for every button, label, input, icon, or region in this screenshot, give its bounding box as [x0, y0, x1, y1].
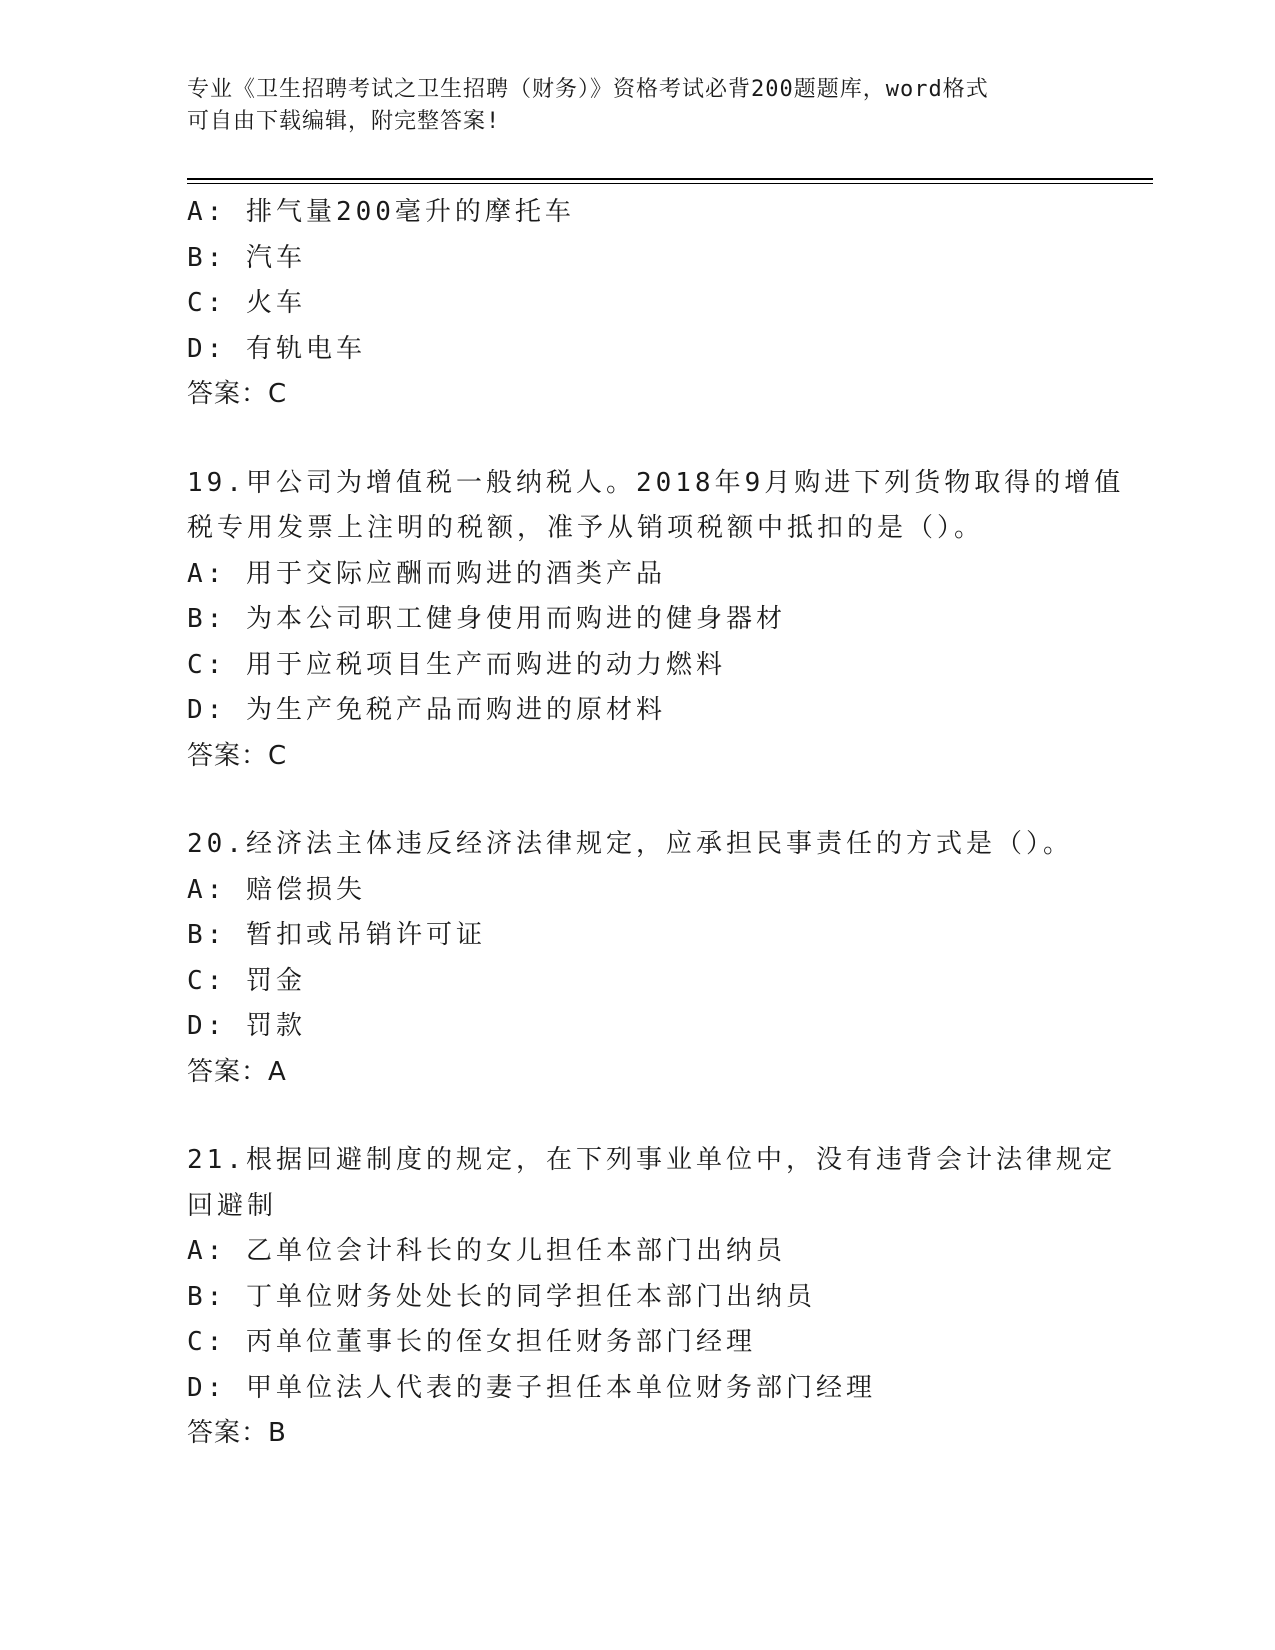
question-20	[187, 822, 1087, 1095]
option-a: A: 赔偿损失	[187, 874, 366, 905]
option-d: D: 罚款	[187, 1011, 306, 1041]
header-divider-thick	[187, 178, 1153, 180]
header-divider-thin	[187, 183, 1153, 184]
answer-line: 答案：B	[187, 1418, 287, 1448]
answer-line: 答案：A	[187, 1056, 287, 1087]
option-b: B: 为本公司职工健身使用而购进的健身器材	[187, 604, 786, 634]
option-a: A: 乙单位会计科长的女儿担任本部门出纳员	[187, 1236, 786, 1266]
option-c: C: 用于应税项目生产而购进的动力燃料	[187, 649, 726, 680]
spacer	[187, 779, 1087, 822]
option-a: A: 排气量200毫升的摩托车	[187, 197, 575, 227]
question-stem-line-1: 19.甲公司为增值税一般纳税人。2018年9月购进下列货物取得的增值	[187, 467, 1125, 498]
question-19	[187, 461, 1125, 780]
question-21	[187, 1138, 1116, 1457]
question-18-continued	[187, 190, 1087, 418]
option-d: D: 甲单位法人代表的妻子担任本单位财务部门经理	[187, 1372, 876, 1403]
option-b: B: 丁单位财务处处长的同学担任本部门出纳员	[187, 1281, 816, 1312]
option-c: C: 丙单位董事长的侄女担任财务部门经理	[187, 1327, 756, 1357]
document-header	[187, 74, 1067, 138]
option-a: A: 用于交际应酬而购进的酒类产品	[187, 558, 666, 589]
answer-line: 答案：C	[187, 379, 288, 409]
option-d: D: 有轨电车	[187, 333, 366, 364]
spacer	[187, 418, 1087, 461]
option-d: D: 为生产免税产品而购进的原材料	[187, 695, 666, 725]
spacer	[187, 1095, 1087, 1138]
option-b: B: 暂扣或吊销许可证	[187, 920, 486, 950]
option-c: C: 罚金	[187, 965, 306, 996]
question-list	[187, 190, 1125, 1457]
option-b: B: 汽车	[187, 242, 306, 273]
question-stem-line-1: 21.根据回避制度的规定，在下列事业单位中，没有违背会计法律规定	[187, 1145, 1116, 1175]
question-stem-line-2: 税专用发票上注明的税额，准予从销项税额中抵扣的是（）。	[187, 513, 985, 543]
header-title-line-1: 专业《卫生招聘考试之卫生招聘（财务）》资格考试必背200题题库，word格式	[187, 77, 989, 102]
header-title-line-2: 可自由下载编辑，附完整答案!	[187, 109, 501, 134]
answer-line: 答案：C	[187, 740, 288, 771]
question-stem-line-2: 回避制	[187, 1190, 278, 1221]
question-stem-line-1: 20.经济法主体违反经济法律规定，应承担民事责任的方式是（）。	[187, 829, 1073, 859]
option-c: C: 火车	[187, 288, 306, 318]
